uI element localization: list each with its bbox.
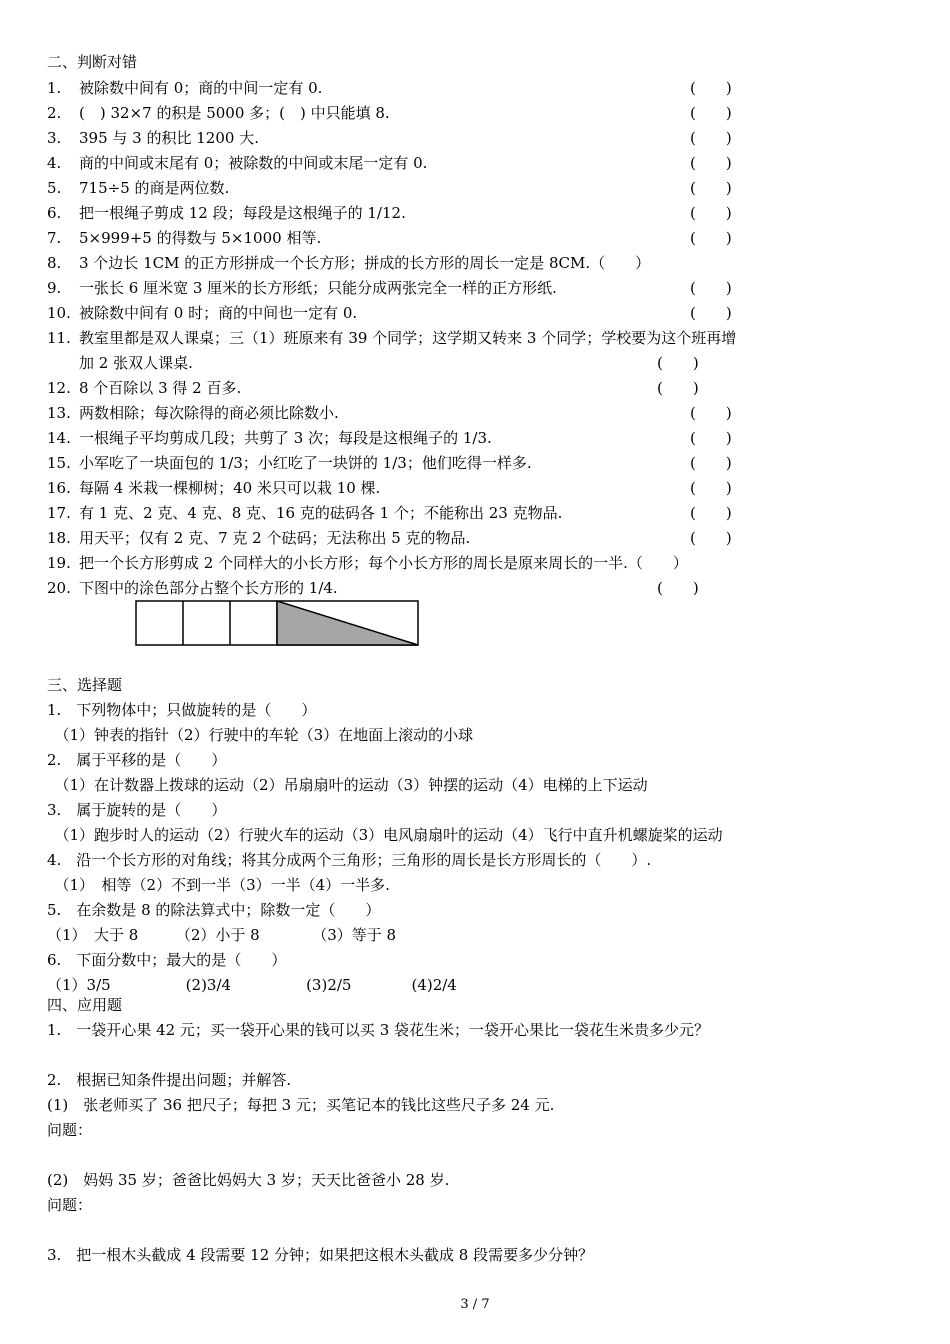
answer-blank[interactable]: ( ) [690, 404, 732, 422]
choice-line: 1. 下列物体中；只做旋转的是（ ） [47, 701, 317, 719]
item-number: 16. [47, 479, 71, 497]
item-number: 6. [47, 204, 62, 222]
item-text: 一张长 6 厘米宽 3 厘米的长方形纸；只能分成两张完全一样的正方形纸. [79, 279, 557, 297]
section-title-application: 四、应用题 [47, 996, 123, 1014]
answer-blank[interactable]: ( ) [690, 429, 732, 447]
choice-line: （1）钟表的指针（2）行驶中的车轮（3）在地面上滚动的小球 [47, 726, 474, 744]
item-text: 395 与 3 的积比 1200 大. [79, 129, 259, 147]
item-number: 7. [47, 229, 62, 247]
item-number: 18. [47, 529, 71, 547]
rectangle-figure [135, 600, 420, 648]
item-text: 有 1 克、2 克、4 克、8 克、16 克的砝码各 1 个；不能称出 23 克物品. [79, 504, 563, 522]
item-text: 加 2 张双人课桌. [79, 354, 193, 372]
item-text: 把一根绳子剪成 12 段；每段是这根绳子的 1/12. [79, 204, 406, 222]
item-number: 1. [47, 79, 62, 97]
item-text: 被除数中间有 0；商的中间一定有 0. [79, 79, 323, 97]
answer-blank[interactable]: ( ) [690, 129, 732, 147]
answer-blank[interactable]: ( ) [690, 504, 732, 522]
answer-blank[interactable]: ( ) [690, 179, 732, 197]
item-number: 5. [47, 179, 62, 197]
application-line: 1. 一袋开心果 42 元；买一袋开心果的钱可以买 3 袋花生米；一袋开心果比一袋花生米贵多少元？ [47, 1021, 710, 1039]
section-title-judgement: 二、判断对错 [47, 53, 138, 71]
application-line: (2) 妈妈 35 岁；爸爸比妈妈大 3 岁；天天比爸爸小 28 岁. [47, 1171, 450, 1189]
item-number: 20. [47, 579, 71, 597]
section-title-choice: 三、选择题 [47, 676, 123, 694]
application-line: 2. 根据已知条件提出问题；并解答. [47, 1071, 292, 1089]
item-text: 下图中的涂色部分占整个长方形的 1/4. [79, 579, 338, 597]
choice-line: （1）3/5 (2)3/4 (3)2/5 (4)2/4 [47, 976, 457, 994]
item-text: 小军吃了一块面包的 1/3；小红吃了一块饼的 1/3；他们吃得一样多. [79, 454, 532, 472]
item-text: ( ) 32×7 的积是 5000 多；( ) 中只能填 8. [79, 104, 390, 122]
item-number: 15. [47, 454, 71, 472]
item-number: 4. [47, 154, 62, 172]
item-number: 8. [47, 254, 62, 272]
item-number: 19. [47, 554, 71, 572]
choice-line: 2. 属于平移的是（ ） [47, 751, 227, 769]
item-text: 3 个边长 1CM 的正方形拼成一个长方形；拼成的长方形的周长一定是 8CM.（ ） [79, 254, 651, 272]
application-line: 问题： [47, 1196, 93, 1214]
item-number: 2. [47, 104, 62, 122]
answer-blank[interactable]: ( ) [690, 304, 732, 322]
choice-line: （1） 相等（2）不到一半（3）一半（4）一半多. [47, 876, 390, 894]
answer-blank[interactable]: ( ) [690, 79, 732, 97]
item-text: 5×999+5 的得数与 5×1000 相等. [79, 229, 322, 247]
application-line: 3. 把一根木头截成 4 段需要 12 分钟；如果把这根木头截成 8 段需要多少分钟？ [47, 1246, 594, 1264]
choice-line: 3. 属于旋转的是（ ） [47, 801, 227, 819]
application-line: 问题： [47, 1121, 93, 1139]
choice-line: 4. 沿一个长方形的对角线；将其分成两个三角形；三角形的周长是长方形周长的（ ）. [47, 851, 652, 869]
item-number: 9. [47, 279, 62, 297]
answer-blank[interactable]: ( ) [657, 354, 699, 372]
item-text: 两数相除；每次除得的商必须比除数小. [79, 404, 339, 422]
item-text: 每隔 4 米栽一棵柳树；40 米只可以栽 10 棵. [79, 479, 381, 497]
item-text: 一根绳子平均剪成几段；共剪了 3 次；每段是这根绳子的 1/3. [79, 429, 492, 447]
page-number: 3 / 7 [460, 1297, 490, 1312]
choice-line: 5. 在余数是 8 的除法算式中；除数一定（ ） [47, 901, 381, 919]
item-text: 商的中间或末尾有 0；被除数的中间或末尾一定有 0. [79, 154, 428, 172]
item-text: 用天平；仅有 2 克、7 克 2 个砝码；无法称出 5 克的物品. [79, 529, 471, 547]
choice-line: （1） 大于 8 （2）小于 8 （3）等于 8 [47, 926, 397, 944]
answer-blank[interactable]: ( ) [690, 154, 732, 172]
item-number: 13. [47, 404, 71, 422]
answer-blank[interactable]: ( ) [690, 479, 732, 497]
application-line: (1) 张老师买了 36 把尺子；每把 3 元；买笔记本的钱比这些尺子多 24 元. [47, 1096, 555, 1114]
choice-line: （1）跑步时人的运动（2）行驶火车的运动（3）电风扇扇叶的运动（4）飞行中直升机螺旋桨的运动 [47, 826, 723, 844]
answer-blank[interactable]: ( ) [690, 229, 732, 247]
choice-line: （1）在计数器上拨球的运动（2）吊扇扇叶的运动（3）钟摆的运动（4）电梯的上下运动 [47, 776, 648, 794]
item-number: 12. [47, 379, 71, 397]
item-text: 被除数中间有 0 时；商的中间也一定有 0. [79, 304, 358, 322]
answer-blank[interactable]: ( ) [690, 204, 732, 222]
item-text: 把一个长方形剪成 2 个同样大的小长方形；每个小长方形的周长是原来周长的一半.（ ） [79, 554, 688, 572]
answer-blank[interactable]: ( ) [690, 529, 732, 547]
item-number: 17. [47, 504, 71, 522]
item-text: 教室里都是双人课桌；三（1）班原来有 39 个同学；这学期又转来 3 个同学；学校要为这个班再增 [79, 329, 737, 347]
answer-blank[interactable]: ( ) [690, 454, 732, 472]
item-number: 14. [47, 429, 71, 447]
item-number: 11. [47, 329, 71, 347]
item-number: 10. [47, 304, 71, 322]
item-text: 715÷5 的商是两位数. [79, 179, 230, 197]
item-text: 8 个百除以 3 得 2 百多. [79, 379, 242, 397]
answer-blank[interactable]: ( ) [657, 579, 699, 597]
answer-blank[interactable]: ( ) [690, 104, 732, 122]
answer-blank[interactable]: ( ) [690, 279, 732, 297]
item-number: 3. [47, 129, 62, 147]
choice-line: 6. 下面分数中；最大的是（ ） [47, 951, 287, 969]
answer-blank[interactable]: ( ) [657, 379, 699, 397]
